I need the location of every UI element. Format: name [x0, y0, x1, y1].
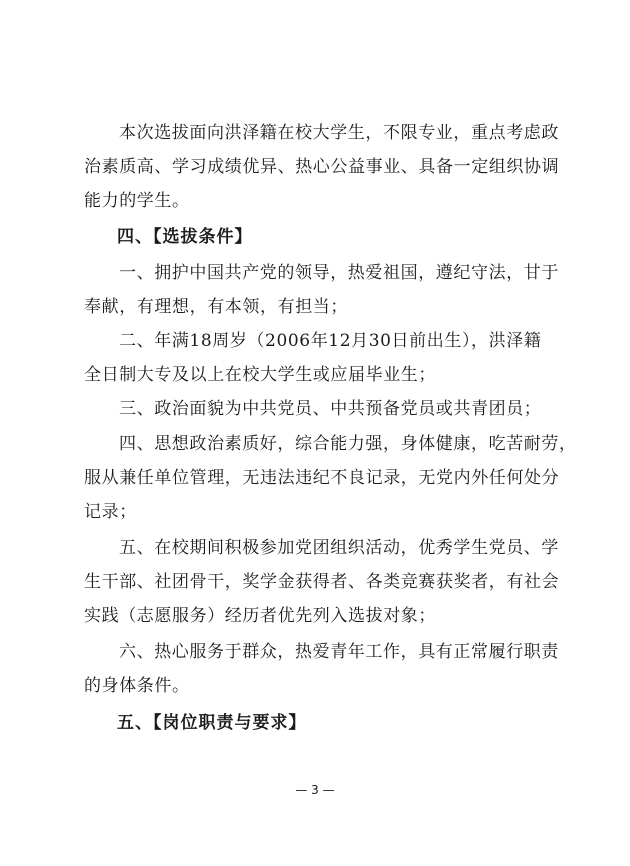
condition-4-line-3: 记录； [84, 502, 137, 522]
condition-5-line-3: 实践（志愿服务）经历者优先列入选拔对象； [84, 606, 436, 626]
condition-6-line-1: 六、热心服务于群众，热爱青年工作，具有正常履行职责 [119, 642, 559, 662]
section-4-heading: 四、【选拔条件】 [117, 227, 253, 247]
condition-2-line-1: 二、年满18周岁（2006年12月30日前出生），洪泽籍 [119, 331, 542, 351]
intro-line-2: 治素质高、学习成绩优异、热心公益事业、具备一定组织协调 [84, 157, 560, 177]
intro-line-1: 本次选拔面向洪泽籍在校大学生，不限专业，重点考虑政 [119, 123, 559, 143]
condition-5-line-2: 生干部、社团骨干，奖学金获得者、各类竞赛获奖者，有社会 [84, 572, 560, 592]
page-number: — 3 — [295, 783, 335, 797]
condition-3-line-1: 三、政治面貌为中共党员、中共预备党员或共青团员； [119, 399, 542, 419]
condition-4-line-2: 服从兼任单位管理，无违法违纪不良记录，无党内外任何处分 [84, 468, 560, 488]
condition-4-line-1: 四、思想政治素质好，综合能力强，身体健康，吃苦耐劳， [119, 434, 577, 454]
intro-line-3: 能力的学生。 [84, 191, 190, 211]
condition-5-line-1: 五、在校期间积极参加党团组织活动，优秀学生党员、学 [119, 538, 559, 558]
condition-6-line-2: 的身体条件。 [84, 676, 190, 696]
condition-1-line-2: 奉献，有理想，有本领，有担当； [84, 297, 348, 317]
condition-2-line-2: 全日制大专及以上在校大学生或应届毕业生； [84, 365, 436, 385]
condition-1-line-1: 一、拥护中国共产党的领导，热爱祖国，遵纪守法，甘于 [119, 263, 559, 283]
section-5-heading: 五、【岗位职责与要求】 [117, 713, 307, 733]
